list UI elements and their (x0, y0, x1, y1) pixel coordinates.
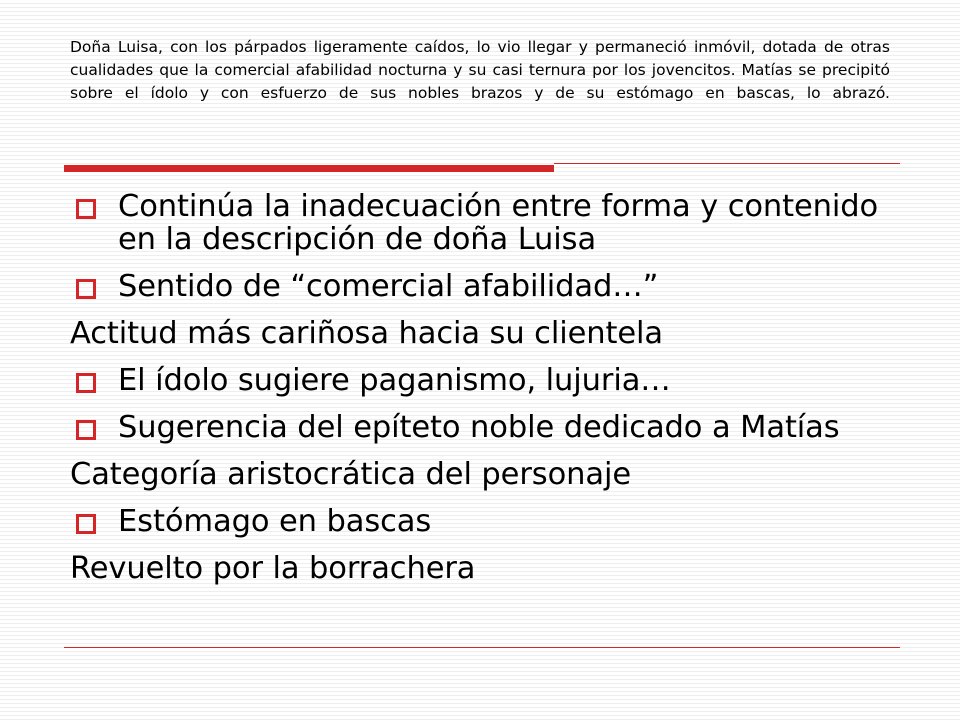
hollow-square-icon (76, 514, 96, 534)
bullet-item (70, 270, 900, 303)
hollow-square-icon (76, 373, 96, 393)
hollow-square-icon (76, 420, 96, 440)
bullet-item (70, 364, 900, 397)
hollow-square-icon (76, 199, 96, 219)
plain-line (70, 458, 900, 491)
title-divider-thin (554, 163, 900, 164)
plain-text: Actitud más cariñosa hacia su clientela (70, 316, 663, 351)
quote-paragraph: Doña Luisa, con los párpados ligeramente caídos, lo vio llegar y permaneció inmóvil, dotada de otras cualidades que la comercial afabilidad nocturna y su casi ternura por los jovencitos. Matías se precipitó sobre el ídolo y con esfuerzo de sus nobles brazos y de su estómago en bascas, lo abrazó. (70, 38, 890, 102)
bullet-item (70, 190, 900, 256)
plain-text: Revuelto por la borrachera (70, 551, 476, 586)
bullet-text: Sugerencia del epíteto noble dedicado a Matías (118, 410, 840, 445)
hollow-square-icon (76, 279, 96, 299)
plain-line (70, 552, 900, 585)
bullet-item (70, 411, 900, 444)
bottom-divider (64, 647, 900, 648)
bullet-item (70, 505, 900, 538)
bullet-text: Sentido de “comercial afabilidad…” (118, 269, 659, 304)
bullet-text: Estómago en bascas (118, 504, 432, 539)
plain-line (70, 317, 900, 350)
bullet-text: El ídolo sugiere paganismo, lujuria… (118, 363, 671, 398)
title-divider-thick (64, 165, 554, 172)
bullet-text: Continúa la inadecuación entre forma y contenido en la descripción de doña Luisa (118, 189, 879, 257)
slide-content (70, 190, 900, 599)
plain-text: Categoría aristocrática del personaje (70, 457, 631, 492)
